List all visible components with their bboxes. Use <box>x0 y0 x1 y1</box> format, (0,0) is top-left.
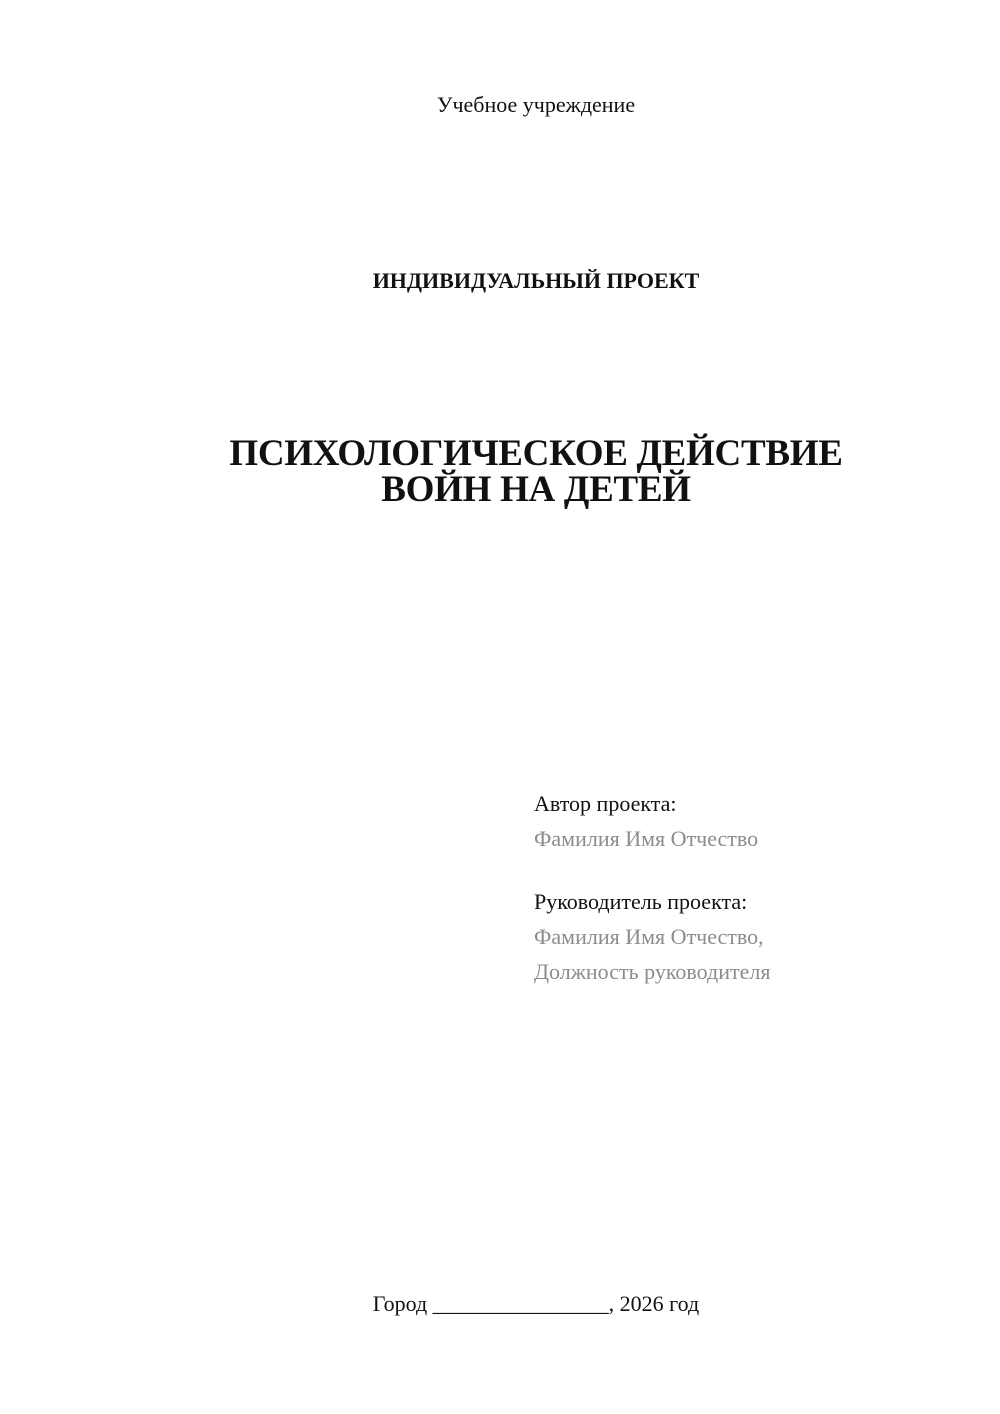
author-name: Фамилия Имя Отчество <box>534 826 759 851</box>
supervisor-position: Должность руководителя <box>534 959 771 984</box>
info-spacer <box>534 856 974 884</box>
institution-name: Учебное учреждение <box>436 92 636 117</box>
project-info-block <box>534 786 974 989</box>
project-title <box>0 433 1000 510</box>
author-label: Автор проекта: <box>534 791 677 816</box>
supervisor-name: Фамилия Имя Отчество, <box>534 924 764 949</box>
city-year-line: Город ________________, 2026 год <box>372 1291 700 1316</box>
project-title-line-1: ПСИХОЛОГИЧЕСКОЕ ДЕЙСТВИЕ <box>229 433 843 474</box>
project-title-line-2: ВОЙН НА ДЕТЕЙ <box>381 469 691 510</box>
supervisor-label: Руководитель проекта: <box>534 889 748 914</box>
document-type: ИНДИВИДУАЛЬНЫЙ ПРОЕКТ <box>372 268 700 293</box>
